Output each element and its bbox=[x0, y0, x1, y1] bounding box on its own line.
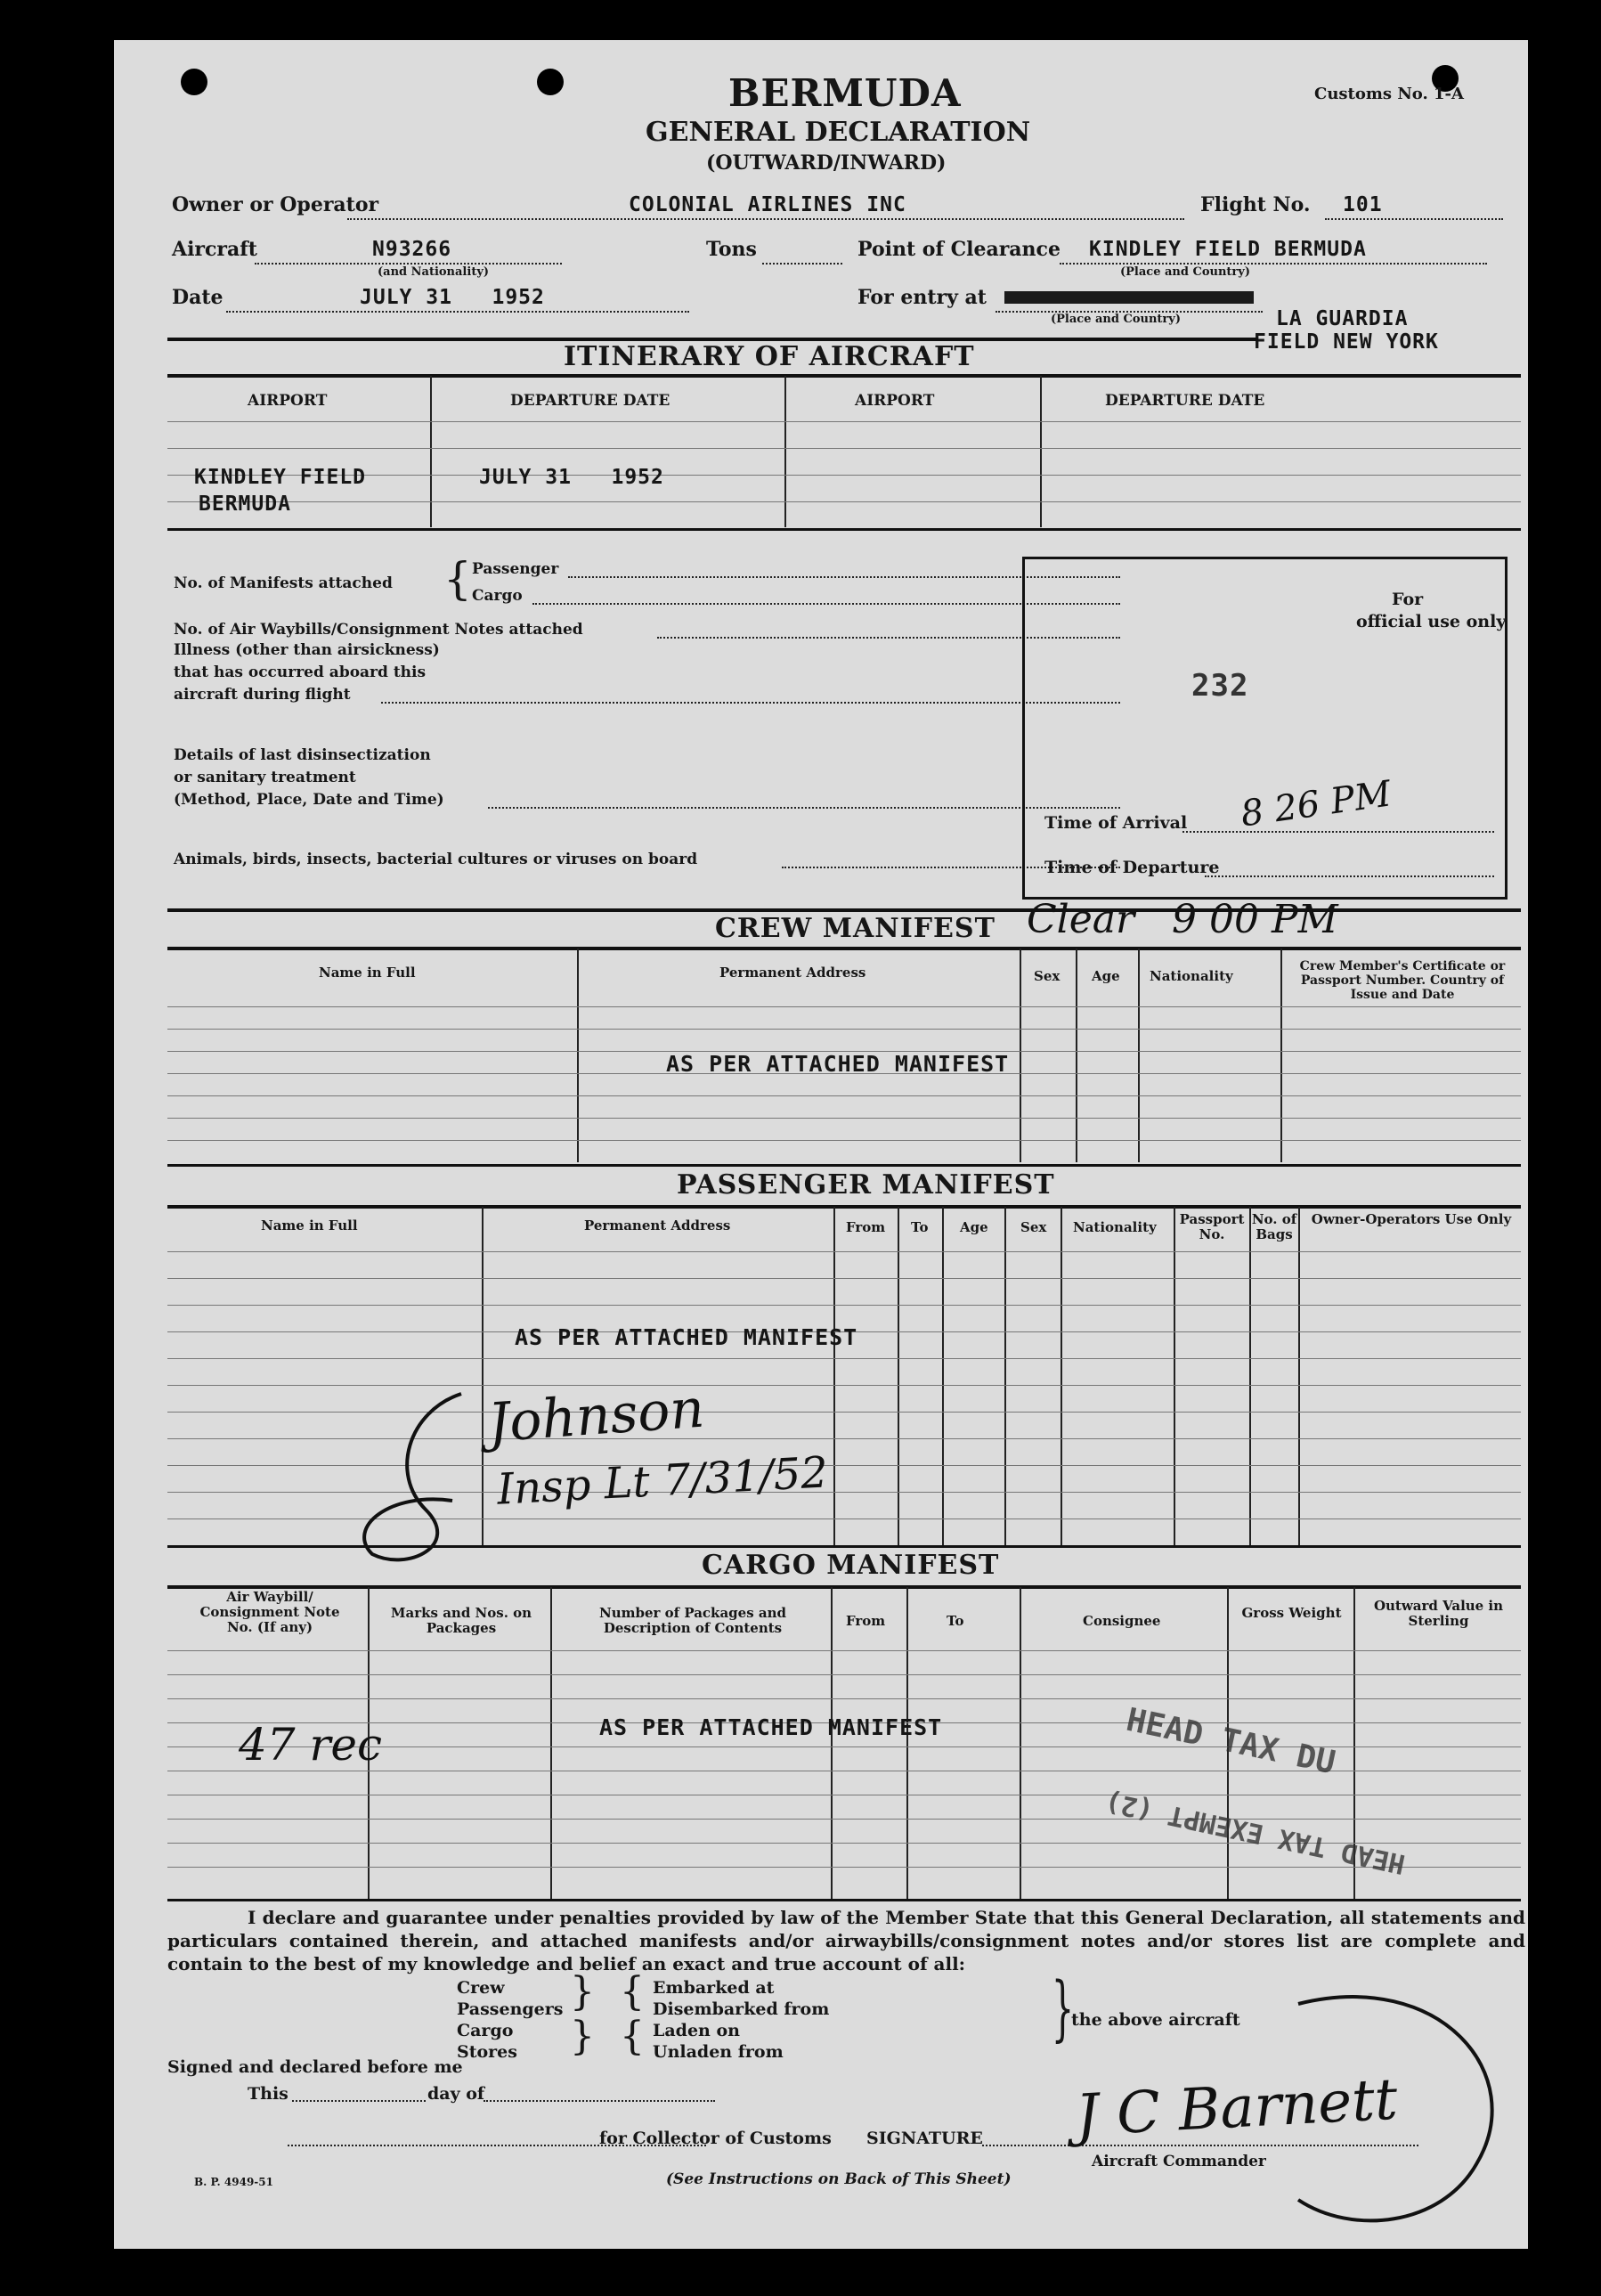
brace: } bbox=[1051, 1966, 1075, 2049]
passenger-header-to: To bbox=[911, 1219, 929, 1235]
arrival-label: Time of Arrival bbox=[1044, 813, 1188, 833]
passenger-header-name: Name in Full bbox=[261, 1217, 358, 1233]
itinerary-header-airport-2: AIRPORT bbox=[855, 392, 935, 410]
commander-label: Aircraft Commander bbox=[1092, 2153, 1266, 2170]
aircraft-label: Aircraft bbox=[172, 238, 257, 261]
passenger-header-age: Age bbox=[960, 1219, 988, 1235]
document-subtitle: GENERAL DECLARATION bbox=[646, 117, 1031, 148]
cargo-header-consignee: Consignee bbox=[1083, 1613, 1161, 1629]
commander-signature: J C Barnett bbox=[1074, 2066, 1400, 2150]
cargo-stamp: AS PER ATTACHED MANIFEST bbox=[599, 1714, 943, 1740]
cargo-header-waybill: Air Waybill/ Consignment Note No. (If any) bbox=[199, 1589, 340, 1635]
passenger-signature-1: Johnson bbox=[485, 1377, 707, 1455]
arrival-handwriting: 8 26 PM bbox=[1238, 773, 1394, 835]
entry-note: (Place and Country) bbox=[1051, 313, 1181, 326]
document-title: BERMUDA bbox=[728, 71, 962, 115]
clearance-value: KINDLEY FIELD BERMUDA bbox=[1089, 238, 1367, 261]
passenger-header-passport: Passport No. bbox=[1179, 1211, 1245, 1242]
manifests-label: No. of Manifests attached bbox=[174, 574, 393, 592]
tons-label: Tons bbox=[706, 238, 757, 261]
disinsect-label-1: Details of last disinsectization bbox=[174, 746, 431, 764]
declaration-passengers: Passengers bbox=[457, 1999, 564, 2019]
passenger-header-address: Permanent Address bbox=[584, 1217, 731, 1233]
disinsect-label-3: (Method, Place, Date and Time) bbox=[174, 791, 444, 809]
crew-header-name: Name in Full bbox=[319, 965, 416, 981]
itinerary-title: ITINERARY OF AIRCRAFT bbox=[564, 341, 975, 372]
cargo-label: Cargo bbox=[472, 587, 523, 605]
official-use-line-1: For bbox=[1392, 590, 1424, 609]
brace: { bbox=[620, 2014, 645, 2059]
signature-flourish bbox=[1245, 1968, 1528, 2249]
crew-header-sex: Sex bbox=[1034, 968, 1061, 984]
flight-label: Flight No. bbox=[1200, 193, 1311, 216]
cargo-header-weight: Gross Weight bbox=[1241, 1605, 1342, 1621]
official-number: 232 bbox=[1191, 668, 1249, 704]
signature-label: SIGNATURE bbox=[866, 2129, 983, 2148]
clearance-note: (Place and Country) bbox=[1120, 265, 1250, 279]
head-tax-stamp-1: HEAD TAX DU bbox=[1123, 1701, 1339, 1782]
itinerary-date: JULY 31 1952 bbox=[479, 466, 664, 489]
crew-header-nationality: Nationality bbox=[1150, 968, 1233, 984]
disinsect-label-2: or sanitary treatment bbox=[174, 769, 356, 786]
illness-label-3: aircraft during flight bbox=[174, 686, 351, 704]
date-value: JULY 31 1952 bbox=[360, 286, 545, 309]
crew-header-certificate: Crew Member's Certificate or Passport Number. Country of Issue and Date bbox=[1299, 959, 1506, 1002]
clearance-label: Point of Clearance bbox=[857, 238, 1061, 261]
passenger-stamp: AS PER ATTACHED MANIFEST bbox=[515, 1324, 858, 1350]
aircraft-value: N93266 bbox=[372, 238, 452, 261]
cargo-header-description: Number of Packages and Description of Contents bbox=[599, 1605, 786, 1636]
itinerary-airport-1: KINDLEY FIELD bbox=[194, 466, 367, 489]
crew-title: CREW MANIFEST bbox=[715, 913, 996, 944]
passenger-header-bags: No. of Bags bbox=[1251, 1211, 1297, 1242]
itinerary-airport-2: BERMUDA bbox=[199, 493, 291, 516]
waybills-label: No. of Air Waybills/Consignment Notes attached bbox=[174, 621, 583, 639]
declaration-stores: Stores bbox=[457, 2042, 517, 2062]
head-tax-stamp-2: HEAD TAX EXEMPT (2) bbox=[1102, 1785, 1409, 1880]
direction-label: (OUTWARD/INWARD) bbox=[706, 151, 947, 175]
crew-header-address: Permanent Address bbox=[719, 965, 866, 981]
passenger-signature-2: Insp Lt 7/31/52 bbox=[495, 1447, 830, 1515]
crew-stamp: AS PER ATTACHED MANIFEST bbox=[666, 1051, 1010, 1077]
official-use-box bbox=[1022, 557, 1508, 900]
cargo-title: CARGO MANIFEST bbox=[702, 1550, 1000, 1581]
itinerary-header-airport: AIRPORT bbox=[248, 392, 328, 410]
owner-value: COLONIAL AIRLINES INC bbox=[629, 193, 906, 216]
entry-value-1: LA GUARDIA bbox=[1276, 307, 1409, 330]
brace: { bbox=[620, 1969, 645, 2015]
entry-label: For entry at bbox=[857, 286, 987, 309]
cargo-header-to: To bbox=[947, 1613, 964, 1629]
crew-header-age: Age bbox=[1092, 968, 1120, 984]
official-use-line-2: official use only bbox=[1356, 612, 1507, 631]
cargo-header-marks: Marks and Nos. on Packages bbox=[390, 1605, 532, 1636]
cargo-handwriting: 47 rec bbox=[239, 1719, 383, 1771]
declaration-disembarked: Disembarked from bbox=[653, 1999, 830, 2019]
declaration-laden: Laden on bbox=[653, 2021, 740, 2040]
illness-label-2: that has occurred aboard this bbox=[174, 664, 427, 681]
brace: { bbox=[443, 553, 472, 605]
instructions-note: (See Instructions on Back of This Sheet) bbox=[666, 2170, 1012, 2188]
cargo-header-from: From bbox=[846, 1613, 886, 1629]
brace: } bbox=[570, 2014, 595, 2059]
itinerary-header-date-2: DEPARTURE DATE bbox=[1105, 392, 1265, 410]
punch-hole bbox=[181, 69, 207, 95]
passenger-header-owner: Owner-Operators Use Only bbox=[1311, 1211, 1512, 1227]
passenger-title: PASSENGER MANIFEST bbox=[677, 1169, 1055, 1201]
passenger-header-from: From bbox=[846, 1219, 886, 1235]
owner-label: Owner or Operator bbox=[172, 193, 379, 216]
cargo-header-value: Outward Value in Sterling bbox=[1373, 1598, 1504, 1629]
declaration-cargo: Cargo bbox=[457, 2021, 514, 2040]
crew-handwriting: Clear 9 00 PM bbox=[1027, 897, 1338, 942]
illness-label-1: Illness (other than airsickness) bbox=[174, 641, 440, 659]
above-aircraft: the above aircraft bbox=[1071, 2010, 1240, 2030]
form-number: Customs No. 1-A bbox=[1314, 85, 1464, 103]
passenger-header-nationality: Nationality bbox=[1073, 1219, 1157, 1235]
animals-label: Animals, birds, insects, bacterial cultures or viruses on board bbox=[174, 851, 698, 868]
brace: } bbox=[570, 1969, 595, 2015]
this-label: This bbox=[248, 2084, 289, 2104]
departure-label: Time of Departure bbox=[1044, 858, 1220, 877]
signed-declared: Signed and declared before me bbox=[167, 2057, 463, 2077]
flight-value: 101 bbox=[1343, 193, 1383, 216]
date-label: Date bbox=[172, 286, 223, 309]
entry-value-2: FIELD NEW YORK bbox=[1254, 330, 1439, 354]
entry-struck-out bbox=[1004, 291, 1254, 304]
signature-loop bbox=[354, 1376, 532, 1581]
document-sheet bbox=[114, 40, 1528, 2249]
declaration-text: I declare and guarantee under penalties provided by law of the Member State that this General Declaration, all statements and particulars contained therein, and attached manifests and/or airwaybills/consignment notes and/or stores list are complete and contain to the best of my knowledge and belief an exact and true account of all: bbox=[167, 1907, 1525, 1974]
itinerary-header-date: DEPARTURE DATE bbox=[510, 392, 670, 410]
passenger-header-sex: Sex bbox=[1020, 1219, 1047, 1235]
collector-label: for Collector of Customs bbox=[599, 2129, 832, 2148]
day-of-label: day of bbox=[427, 2084, 485, 2104]
declaration-unladen: Unladen from bbox=[653, 2042, 784, 2062]
punch-hole bbox=[537, 69, 564, 95]
passenger-label: Passenger bbox=[472, 560, 559, 578]
aircraft-note: (and Nationality) bbox=[378, 265, 490, 279]
declaration-embarked: Embarked at bbox=[653, 1978, 775, 1998]
form-code: B. P. 4949-51 bbox=[194, 2176, 273, 2188]
declaration-crew: Crew bbox=[457, 1978, 505, 1998]
